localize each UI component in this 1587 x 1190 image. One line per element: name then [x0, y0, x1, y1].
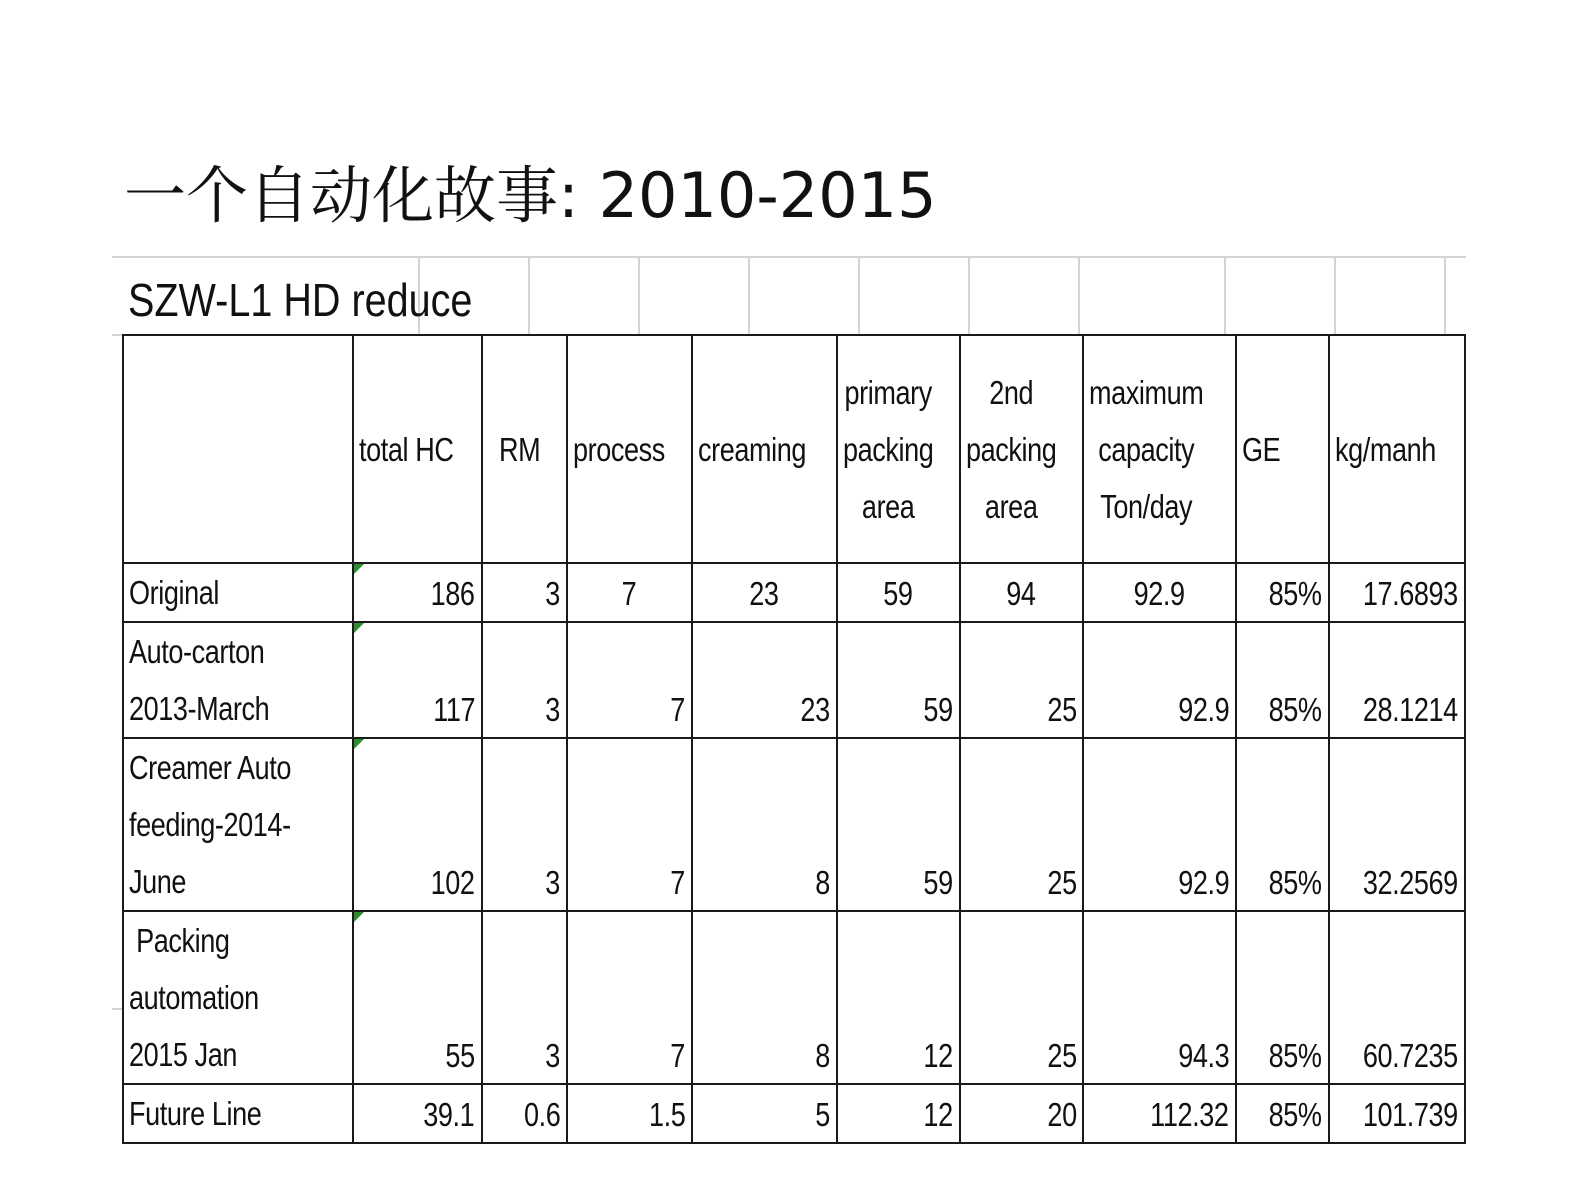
cell-kg-manh: 17.6893: [1329, 563, 1465, 622]
cell-kg-manh: 101.739: [1329, 1084, 1465, 1143]
column-header-maximum-capacity: maximum capacity Ton/day: [1083, 335, 1236, 563]
cell-total-hc: 186: [353, 563, 481, 622]
cell-process: 7: [567, 563, 692, 622]
column-header-rm: RM: [482, 335, 567, 563]
cell-total-hc: 117: [353, 622, 481, 738]
cell-process: 7: [567, 911, 692, 1084]
cell-creaming: 5: [692, 1084, 837, 1143]
sheet-title: SZW-L1 HD reduce: [128, 274, 473, 326]
cell-2nd-packing: 25: [960, 911, 1083, 1084]
cell-rm: 3: [482, 738, 567, 911]
spreadsheet-image: [112, 256, 1466, 1133]
column-header-kg-manh: kg/manh: [1329, 335, 1465, 563]
cell-max-capacity: 92.9: [1083, 622, 1236, 738]
row-label: Creamer Auto feeding-2014-June: [123, 738, 353, 911]
cell-2nd-packing: 25: [960, 738, 1083, 911]
cell-ge: 85%: [1236, 563, 1329, 622]
cell-primary-packing: 12: [837, 1084, 960, 1143]
cell-rm: 3: [482, 563, 567, 622]
table-row: [123, 911, 1465, 1084]
cell-max-capacity: 112.32: [1083, 1084, 1236, 1143]
cell-ge: 85%: [1236, 738, 1329, 911]
cell-kg-manh: 60.7235: [1329, 911, 1465, 1084]
column-header-creaming: creaming: [692, 335, 837, 563]
cell-max-capacity: 92.9: [1083, 563, 1236, 622]
cell-process: 7: [567, 738, 692, 911]
cell-2nd-packing: 25: [960, 622, 1083, 738]
cell-total-hc: 39.1: [353, 1084, 481, 1143]
data-table: [122, 334, 1466, 1144]
row-label: Packing automation 2015 Jan: [123, 911, 353, 1084]
row-label: Original: [123, 563, 353, 622]
cell-creaming: 8: [692, 911, 837, 1084]
gridline: [112, 256, 1466, 258]
cell-ge: 85%: [1236, 1084, 1329, 1143]
row-label: Auto-carton 2013-March: [123, 622, 353, 738]
cell-process: 1.5: [567, 1084, 692, 1143]
cell-max-capacity: 92.9: [1083, 738, 1236, 911]
cell-rm: 3: [482, 622, 567, 738]
table-row: [123, 1084, 1465, 1143]
column-header-primary-packing-area: primary packing area: [837, 335, 960, 563]
cell-primary-packing: 59: [837, 563, 960, 622]
cell-primary-packing: 59: [837, 622, 960, 738]
column-header-blank: [123, 335, 353, 563]
cell-primary-packing: 12: [837, 911, 960, 1084]
cell-2nd-packing: 20: [960, 1084, 1083, 1143]
cell-process: 7: [567, 622, 692, 738]
column-header-2nd-packing-area: 2nd packing area: [960, 335, 1083, 563]
slide-title: 一个自动化故事: 2010-2015: [124, 159, 937, 232]
cell-creaming: 8: [692, 738, 837, 911]
column-header-total-hc: total HC: [353, 335, 481, 563]
cell-rm: 0.6: [482, 1084, 567, 1143]
cell-total-hc: 55: [353, 911, 481, 1084]
header-row: [123, 335, 1465, 563]
cell-rm: 3: [482, 911, 567, 1084]
cell-total-hc: 102: [353, 738, 481, 911]
row-label: Future Line: [123, 1084, 353, 1143]
cell-kg-manh: 28.1214: [1329, 622, 1465, 738]
cell-max-capacity: 94.3: [1083, 911, 1236, 1084]
column-header-ge: GE: [1236, 335, 1329, 563]
cell-ge: 85%: [1236, 911, 1329, 1084]
column-header-process: process: [567, 335, 692, 563]
cell-ge: 85%: [1236, 622, 1329, 738]
table-row: [123, 622, 1465, 738]
table-row: [123, 738, 1465, 911]
cell-2nd-packing: 94: [960, 563, 1083, 622]
cell-creaming: 23: [692, 563, 837, 622]
cell-kg-manh: 32.2569: [1329, 738, 1465, 911]
cell-creaming: 23: [692, 622, 837, 738]
table-row: [123, 563, 1465, 622]
cell-primary-packing: 59: [837, 738, 960, 911]
